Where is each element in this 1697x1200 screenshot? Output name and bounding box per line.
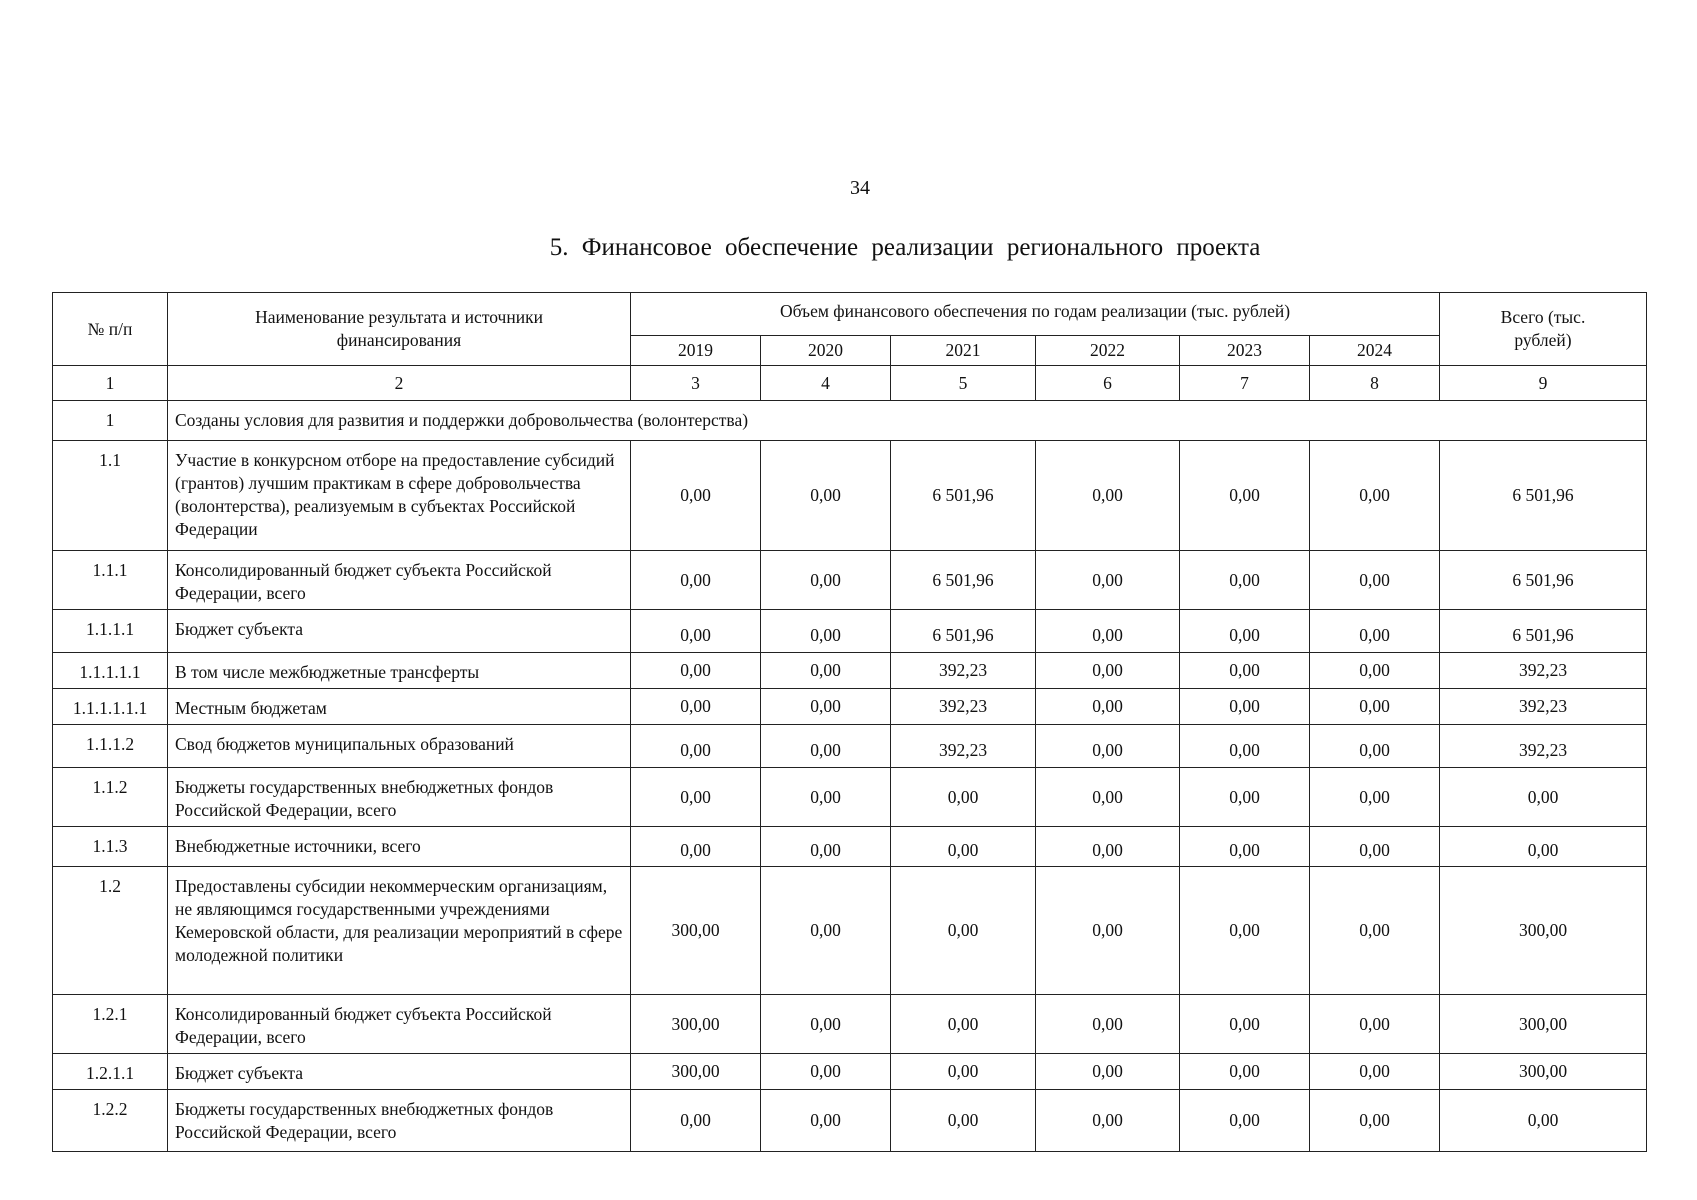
financing-table [52,292,1647,1152]
header-name: Наименование результата и источники финансирования [168,293,631,366]
row-value: 0,00 [761,689,891,725]
row-value: 0,00 [1180,653,1310,689]
row-name: Консолидированный бюджет субъекта Российской Федерации, всего [168,551,631,610]
row-total: 6 501,96 [1440,551,1647,610]
table-row [53,725,1647,768]
row-value: 0,00 [1180,1090,1310,1152]
row-name: Бюджеты государственных внебюджетных фондов Российской Федерации, всего [168,1090,631,1152]
row-value: 0,00 [891,995,1036,1054]
row-value: 0,00 [1036,1054,1180,1090]
row-value: 0,00 [631,827,761,867]
table-row [53,551,1647,610]
row-name: Внебюджетные источники, всего [168,827,631,867]
row-value: 0,00 [1180,1054,1310,1090]
table-row [53,867,1647,995]
row-num: 1.1.1.1.1 [53,653,168,689]
row-num: 1.1.1.1 [53,610,168,653]
row-value: 0,00 [1036,689,1180,725]
row-value: 0,00 [761,768,891,827]
row-name: Бюджеты государственных внебюджетных фондов Российской Федерации, всего [168,768,631,827]
row-value: 0,00 [631,551,761,610]
row-value: 0,00 [1310,1054,1440,1090]
header-year: 2019 [631,336,761,366]
row-value: 0,00 [631,441,761,551]
section-title: 5. Финансовое обеспечение реализации регионального проекта [549,234,1261,261]
column-index: 6 [1036,366,1180,401]
row-value: 0,00 [761,867,891,995]
row-total: 6 501,96 [1440,441,1647,551]
row-value: 0,00 [631,610,761,653]
section-title-cell: Созданы условия для развития и поддержки добровольчества (волонтерства) [168,401,1647,441]
row-num: 1.2.1.1 [53,1054,168,1090]
header-year: 2020 [761,336,891,366]
column-index: 5 [891,366,1036,401]
row-value: 0,00 [761,1090,891,1152]
row-value: 0,00 [1036,551,1180,610]
row-name: Свод бюджетов муниципальных образований [168,725,631,768]
row-value: 392,23 [891,689,1036,725]
row-value: 0,00 [1310,689,1440,725]
row-total: 0,00 [1440,768,1647,827]
row-value: 0,00 [1180,827,1310,867]
row-value: 0,00 [1310,441,1440,551]
row-value: 0,00 [891,827,1036,867]
row-value: 0,00 [1036,1090,1180,1152]
row-value: 0,00 [1180,867,1310,995]
row-value: 0,00 [1036,725,1180,768]
row-value: 0,00 [631,653,761,689]
column-index: 4 [761,366,891,401]
row-num: 1.1.1 [53,551,168,610]
row-value: 392,23 [891,653,1036,689]
row-total: 392,23 [1440,653,1647,689]
header-year: 2024 [1310,336,1440,366]
column-index: 8 [1310,366,1440,401]
row-value: 0,00 [761,995,891,1054]
row-value: 0,00 [1310,610,1440,653]
row-value: 0,00 [1310,827,1440,867]
row-value: 0,00 [1180,441,1310,551]
row-value: 0,00 [891,1090,1036,1152]
column-index-row [53,366,1647,401]
row-num: 1.2.2 [53,1090,168,1152]
row-value: 0,00 [631,689,761,725]
header-volume: Объем финансового обеспечения по годам реализации (тыс. рублей) [631,293,1440,336]
row-value: 392,23 [891,725,1036,768]
row-num: 1.1.2 [53,768,168,827]
row-value: 0,00 [1310,995,1440,1054]
row-value: 0,00 [761,1054,891,1090]
row-value: 0,00 [1180,725,1310,768]
row-name: Предоставлены субсидии некоммерческим организациям, не являющимся государственными учреждениями Кемеровской области, для реализации мероприятий в сфере молодежной политики [168,867,631,995]
section-row [53,401,1647,441]
row-value: 6 501,96 [891,551,1036,610]
header-year: 2021 [891,336,1036,366]
table-row [53,441,1647,551]
row-total: 0,00 [1440,827,1647,867]
row-value: 0,00 [1036,827,1180,867]
table-row [53,689,1647,725]
row-num: 1.2 [53,867,168,995]
row-total: 300,00 [1440,1054,1647,1090]
row-value: 0,00 [1310,551,1440,610]
row-name: Бюджет субъекта [168,610,631,653]
table-row [53,1090,1647,1152]
column-index: 1 [53,366,168,401]
row-value: 0,00 [1310,867,1440,995]
row-name: В том числе межбюджетные трансферты [168,653,631,689]
column-index: 7 [1180,366,1310,401]
row-value: 0,00 [761,610,891,653]
row-num: 1.1 [53,441,168,551]
row-value: 0,00 [1036,441,1180,551]
row-value: 0,00 [1180,995,1310,1054]
row-value: 0,00 [1310,768,1440,827]
table-row [53,768,1647,827]
row-name: Местным бюджетам [168,689,631,725]
row-name: Консолидированный бюджет субъекта Российской Федерации, всего [168,995,631,1054]
row-value: 0,00 [1036,653,1180,689]
header-year: 2023 [1180,336,1310,366]
row-name: Участие в конкурсном отборе на предоставление субсидий (грантов) лучшим практикам в сфере добровольчества (волонтерства), реализуемым в субъектах Российской Федерации [168,441,631,551]
row-value: 0,00 [761,441,891,551]
column-index: 3 [631,366,761,401]
row-total: 300,00 [1440,995,1647,1054]
header-num: № п/п [53,293,168,366]
header-year: 2022 [1036,336,1180,366]
row-num: 1.1.1.2 [53,725,168,768]
row-value: 0,00 [761,653,891,689]
row-value: 0,00 [761,725,891,768]
row-total: 6 501,96 [1440,610,1647,653]
row-value: 0,00 [1036,867,1180,995]
row-value: 0,00 [761,551,891,610]
column-index: 9 [1440,366,1647,401]
row-total: 0,00 [1440,1090,1647,1152]
row-value: 0,00 [761,827,891,867]
table-row [53,1054,1647,1090]
table-row [53,610,1647,653]
table-row [53,827,1647,867]
row-value: 0,00 [891,768,1036,827]
page-number: 34 [850,177,870,199]
row-value: 0,00 [891,867,1036,995]
section-num: 1 [53,401,168,441]
row-num: 1.2.1 [53,995,168,1054]
row-value: 0,00 [1036,610,1180,653]
row-value: 0,00 [1310,1090,1440,1152]
row-total: 392,23 [1440,725,1647,768]
row-total: 300,00 [1440,867,1647,995]
row-num: 1.1.3 [53,827,168,867]
row-value: 300,00 [631,995,761,1054]
row-value: 0,00 [631,725,761,768]
row-value: 6 501,96 [891,610,1036,653]
column-index: 2 [168,366,631,401]
row-num: 1.1.1.1.1.1 [53,689,168,725]
row-name: Бюджет субъекта [168,1054,631,1090]
row-value: 300,00 [631,867,761,995]
table-row [53,995,1647,1054]
header-total: Всего (тыс. рублей) [1440,293,1647,366]
row-value: 0,00 [1310,653,1440,689]
row-value: 0,00 [1036,768,1180,827]
row-value: 0,00 [631,1090,761,1152]
table-row [53,653,1647,689]
row-value: 300,00 [631,1054,761,1090]
row-total: 392,23 [1440,689,1647,725]
row-value: 6 501,96 [891,441,1036,551]
row-value: 0,00 [891,1054,1036,1090]
row-value: 0,00 [631,768,761,827]
row-value: 0,00 [1036,995,1180,1054]
row-value: 0,00 [1180,610,1310,653]
row-value: 0,00 [1180,689,1310,725]
row-value: 0,00 [1310,725,1440,768]
row-value: 0,00 [1180,768,1310,827]
row-value: 0,00 [1180,551,1310,610]
